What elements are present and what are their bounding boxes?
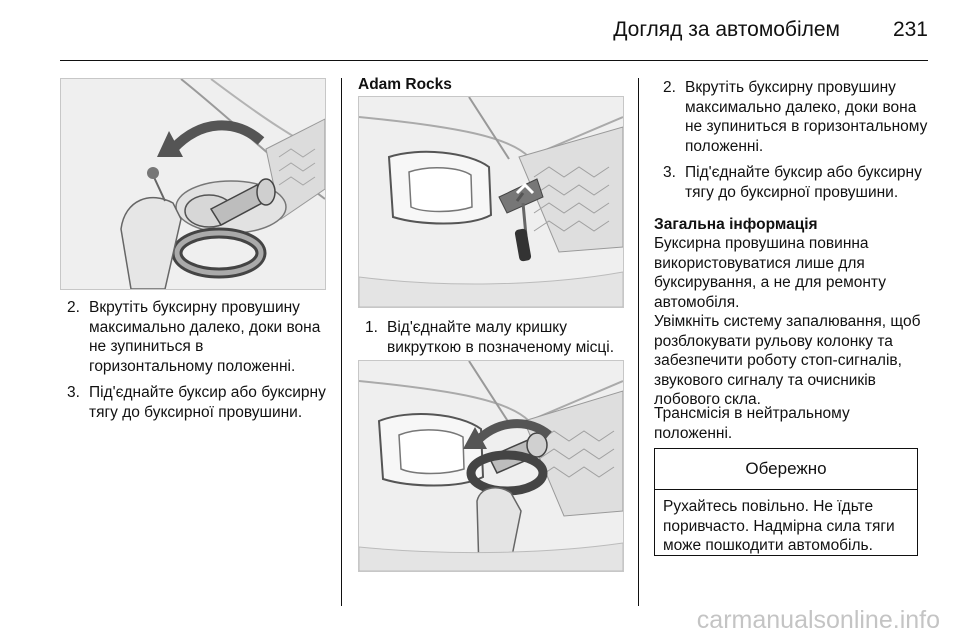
column-divider-left: [341, 78, 342, 606]
step-text: Під'єднайте буксир або буксирну тягу до буксирної провушини.: [89, 384, 326, 421]
general-info-paragraph-2: Увімкніть систему запалювання, щоб розблокувати рульову колонку та забезпечити роботу стоп-сигналів, звукового сигналу та очисників лобового скла.: [654, 313, 921, 408]
list-item: [64, 298, 328, 376]
page-number: 231: [892, 18, 928, 41]
step-number: 2.: [67, 299, 80, 316]
column-divider-right: [638, 78, 639, 606]
list-item: [660, 78, 928, 156]
general-info-paragraph-3: Трансмісія в нейтральному положенні.: [654, 405, 850, 442]
tow-eye-drawing: [61, 79, 325, 289]
list-item: [660, 163, 928, 202]
step-number: 1.: [365, 319, 378, 336]
header-rule: [60, 60, 928, 61]
step-text: Від'єднайте малу кришку викруткою в позначеному місці.: [387, 319, 615, 356]
cover-removal-drawing: [359, 97, 623, 307]
tow-eye-illustration: [60, 78, 326, 290]
step-text: Вкрутіть буксирну провушину максимально далеко, доки вона не зупиниться в горизонтальному положенні.: [685, 79, 928, 155]
left-step-list: [64, 298, 328, 429]
middle-step-list: [362, 318, 626, 364]
step-number: 2.: [663, 79, 676, 96]
cover-removal-illustration: [358, 96, 624, 308]
tow-eye-install-drawing: [359, 361, 623, 571]
watermark: carmanualsonline.info: [696, 606, 940, 634]
list-item: [64, 383, 328, 422]
right-step-list: [660, 78, 928, 209]
variant-subheading: Adam Rocks: [358, 76, 452, 93]
general-info-paragraph-1: Буксирна провушина повинна використовуватися лише для буксирування, а не для ремонту автомобіля.: [654, 235, 886, 311]
general-info-heading: Загальна інформація: [654, 216, 818, 233]
caution-title: Обережно: [655, 449, 917, 490]
step-text: Вкрутіть буксирну провушину максимально далеко, доки вона не зупиниться в горизонтальному положенні.: [89, 299, 321, 375]
step-text: Під'єднайте буксир або буксирну тягу до буксирної провушини.: [685, 164, 922, 201]
caution-box: [654, 448, 918, 556]
step-number: 3.: [663, 164, 676, 181]
caution-text: Рухайтесь повільно. Не їдьте поривчасто. Надмірна сила тяги може пошкодити автомобіль.: [663, 498, 895, 554]
list-item: [362, 318, 626, 357]
page-header-title: Догляд за автомобілем: [613, 18, 840, 41]
tow-eye-install-illustration: [358, 360, 624, 572]
step-number: 3.: [67, 384, 80, 401]
